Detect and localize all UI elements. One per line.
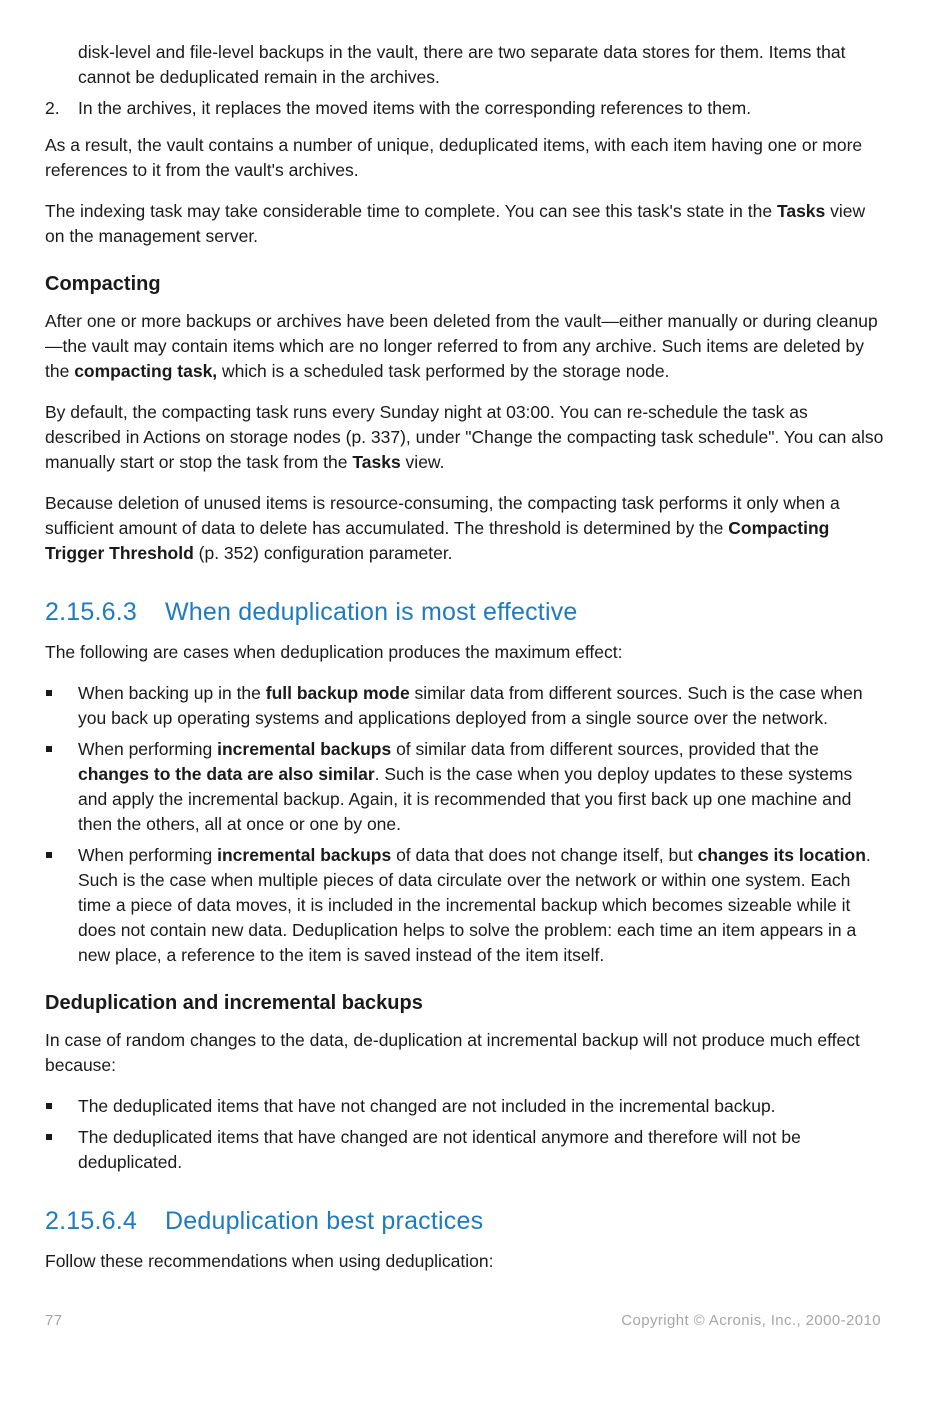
section-heading-practices: [45, 1205, 885, 1237]
paragraph-incremental-intro: In case of random changes to the data, de-duplication at incremental backup will not produce much effect because:: [45, 1030, 860, 1075]
list-item: [45, 681, 885, 731]
text-run: similar data from different sources. Such is the case when you back up operating systems and applications deployed from a single source over the network.: [78, 683, 863, 728]
text-run: (p. 352) configuration parameter.: [193, 543, 453, 563]
section-heading-effective: [45, 596, 885, 628]
bold-text: changes its location: [697, 845, 866, 865]
text-run: of similar data from different sources, provided that the: [391, 739, 819, 759]
bold-text: full backup mode: [265, 683, 410, 703]
bold-text: compacting task,: [74, 361, 218, 381]
bold-text: Tasks: [776, 201, 826, 221]
list-item: [45, 843, 885, 968]
text-run: The indexing task may take considerable time to complete. You can see this task's state in the: [45, 201, 777, 221]
bullet-icon: [46, 852, 52, 858]
text-run: The deduplicated items that have not changed are not included in the incremental backup.: [78, 1096, 776, 1116]
text-run: view.: [400, 452, 445, 472]
section-title: When deduplication is most effective: [165, 598, 578, 626]
list-item-text: In the archives, it replaces the moved items with the corresponding references to them.: [78, 98, 752, 118]
list-item: [45, 1125, 885, 1175]
text-run: . Such is the case when you deploy updates to these systems and apply the incremental backup. Again, it is recommended that you first back up one machine and then the others, all at once or one by one.: [78, 764, 853, 834]
page-number: 77: [45, 1312, 63, 1329]
continued-paragraph: disk-level and file-level backups in the vault, there are two separate data stores for them. Items that cannot be deduplicated remain in the archives.: [78, 42, 846, 87]
text-run: The deduplicated items that have changed are not identical anymore and therefore will not be deduplicated.: [78, 1127, 801, 1172]
paragraph-compacting-2: [45, 400, 885, 475]
list-item: [45, 1094, 885, 1119]
text-run: which is a scheduled task performed by the storage node.: [217, 361, 670, 381]
bold-text: Tasks: [352, 452, 401, 472]
bold-text: incremental backups: [217, 845, 392, 865]
text-run: of data that does not change itself, but: [391, 845, 698, 865]
text-run: When performing: [78, 845, 218, 865]
text-run: view on the management server.: [45, 201, 866, 246]
paragraph-result: As a result, the vault contains a number of unique, deduplicated items, with each item having one or more references to it from the vault's archives.: [45, 135, 863, 180]
paragraph-effective-intro: The following are cases when deduplication produces the maximum effect:: [45, 642, 623, 662]
heading-compacting: Compacting: [45, 273, 161, 295]
text-run: By default, the compacting task runs every Sunday night at 03:00. You can re-schedule the task as described in Actions on storage nodes (p. 337), under "Change the compacting task schedule". You can also manually start or stop the task from the: [45, 402, 884, 472]
paragraph-compacting-3: [45, 491, 885, 566]
section-number: 2.15.6.3: [45, 598, 137, 626]
numbered-list: [45, 96, 885, 121]
document-page: [45, 40, 885, 1290]
text-run: After one or more backups or archives have been deleted from the vault—either manually or during cleanup—the vault may contain items which are no longer referred to from any archive. Such items are deleted by the: [45, 311, 878, 381]
list-item: [45, 737, 885, 837]
bullet-list-effective: [45, 681, 885, 968]
bullet-icon: [46, 690, 52, 696]
heading-incremental: Deduplication and incremental backups: [45, 992, 423, 1014]
bold-text: changes to the data are also similar: [78, 764, 375, 784]
section-number: 2.15.6.4: [45, 1207, 137, 1235]
paragraph-indexing: [45, 199, 885, 249]
paragraph-practices-intro: Follow these recommendations when using deduplication:: [45, 1251, 494, 1271]
bold-text: incremental backups: [217, 739, 392, 759]
text-run: . Such is the case when multiple pieces of data circulate over the network or within one system. Each time a piece of data moves, it is included in the incremental backup which becomes sizeable while it does not contain new data. Deduplication helps to solve the problem: each time an item appears in a new place, a reference to the item is saved instead of the item itself.: [78, 845, 871, 965]
text-run: When performing: [78, 739, 218, 759]
bullet-icon: [46, 1134, 52, 1140]
text-run: Because deletion of unused items is resource-consuming, the compacting task performs it only when a sufficient amount of data to delete has accumulated. The threshold is determined by the: [45, 493, 840, 538]
paragraph-compacting-1: [45, 309, 885, 384]
bold-text: Compacting Trigger Threshold: [45, 518, 830, 563]
list-item: [45, 96, 885, 121]
bullet-icon: [46, 1103, 52, 1109]
bullet-list-incremental: [45, 1094, 885, 1175]
section-title: Deduplication best practices: [165, 1207, 484, 1235]
list-number: 2.: [45, 98, 60, 118]
copyright-notice: Copyright © Acronis, Inc., 2000-2010: [621, 1312, 881, 1329]
text-run: When backing up in the: [78, 683, 266, 703]
bullet-icon: [46, 746, 52, 752]
